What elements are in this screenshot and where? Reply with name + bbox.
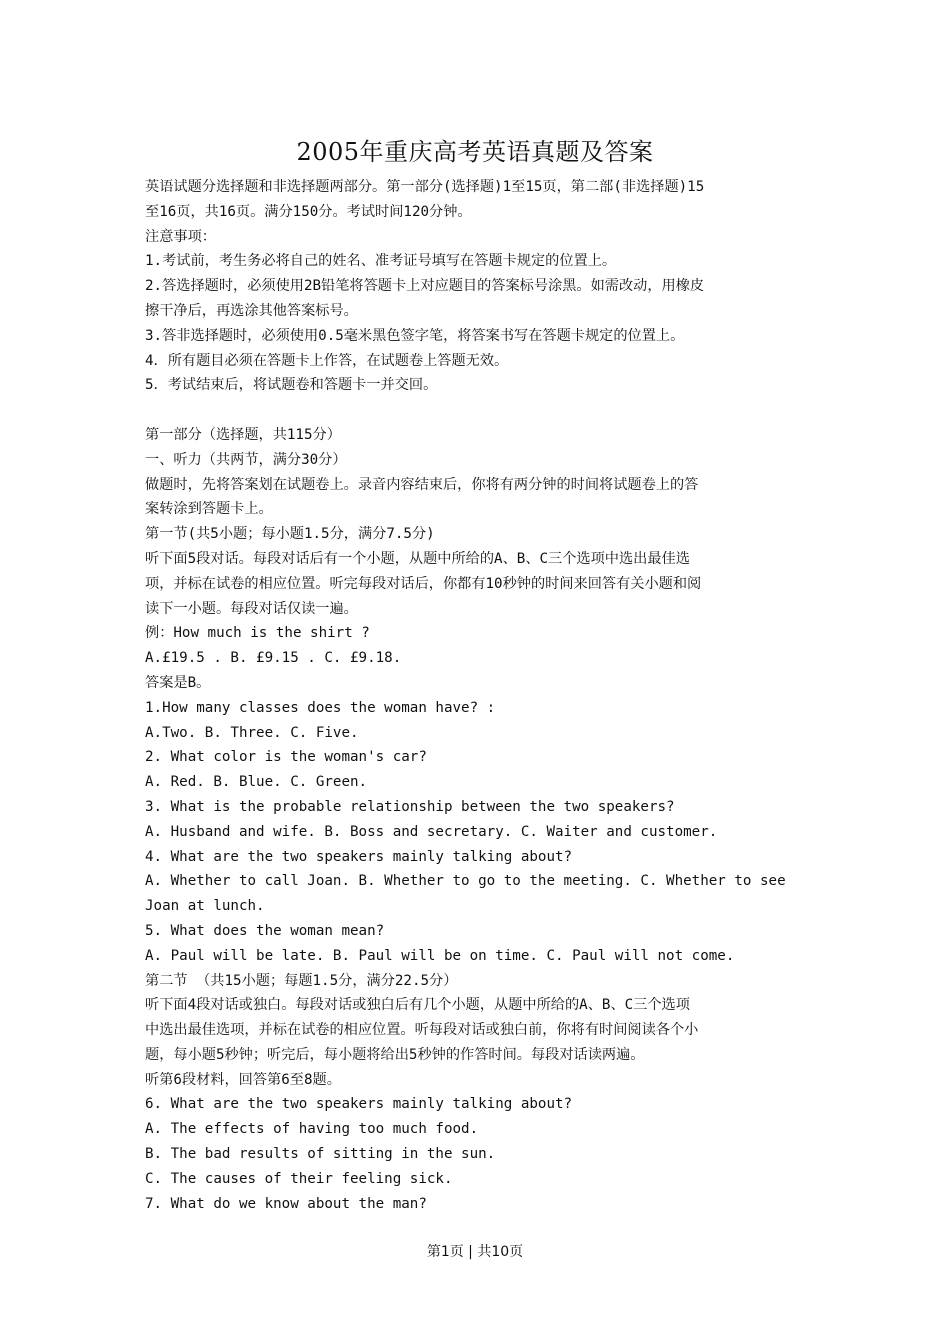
text-line: A. The effects of having too much food. bbox=[145, 1121, 479, 1138]
text-line: 项，并标在试卷的相应位置。听完每段对话后，你都有10秒钟的时间来回答有关小题和阅 bbox=[145, 575, 702, 592]
blank-line bbox=[145, 398, 813, 423]
text-line: 注意事项： bbox=[145, 228, 216, 245]
text-line: 听下面4段对话或独白。每段对话或独白后有几个小题，从题中所给的A、B、C三个选项 bbox=[145, 997, 690, 1014]
text-line: Joan at lunch. bbox=[145, 898, 265, 915]
text-line: 1.How many classes does the woman have? : bbox=[145, 699, 496, 716]
text-line: 擦干净后，再选涂其他答案标号。 bbox=[145, 302, 358, 319]
text-line: 英语试题分选择题和非选择题两部分。第一部分(选择题)1至15页，第二部(非选择题)15 bbox=[145, 179, 705, 195]
text-line: 第一部分（选择题，共115分） bbox=[145, 426, 341, 443]
text-line: A.Two. B. Three. C. Five. bbox=[145, 724, 359, 741]
text-line: 4. What are the two speakers mainly talking about? bbox=[145, 848, 573, 865]
page-footer: 第1页 | 共10页 bbox=[426, 1244, 524, 1260]
document-body bbox=[145, 175, 813, 1216]
text-line: 答案是B。 bbox=[145, 674, 211, 691]
text-line: 3.答非选择题时，必须使用0.5毫米黑色签字笔，将答案书写在答题卡规定的位置上。 bbox=[145, 327, 685, 344]
page-title: 2005年重庆高考英语真题及答案 bbox=[296, 138, 654, 166]
text-line: 2.答选择题时，必须使用2B铅笔将答题卡上对应题目的答案标号涂黑。如需改动，用橡皮 bbox=[145, 278, 705, 295]
text-line: 5. What does the woman mean? bbox=[145, 922, 385, 939]
text-line: 1.考试前，考生务必将自己的姓名、准考证号填写在答题卡规定的位置上。 bbox=[145, 253, 617, 270]
text-line: 5．考试结束后，将试题卷和答题卡一并交回。 bbox=[145, 377, 438, 394]
text-line: 一、听力（共两节，满分30分） bbox=[145, 451, 347, 468]
text-line: 案转涂到答题卡上。 bbox=[145, 501, 273, 518]
text-line: 3. What is the probable relationship between the two speakers? bbox=[145, 798, 675, 815]
text-line: 6. What are the two speakers mainly talking about? bbox=[145, 1096, 573, 1113]
text-line: 至16页，共16页。满分150分。考试时间120分钟。 bbox=[145, 203, 472, 220]
text-line: A.£19.5 . B. £9.15 . C. £9.18. bbox=[145, 650, 402, 667]
text-line: A. Red. B. Blue. C. Green. bbox=[145, 774, 368, 791]
text-line: 2. What color is the woman's car? bbox=[145, 749, 427, 766]
text-line: 做题时，先将答案划在试题卷上。录音内容结束后，你将有两分钟的时间将试题卷上的答 bbox=[145, 476, 699, 493]
text-line: 第二节 （共15小题；每题1.5分，满分22.5分） bbox=[145, 972, 458, 989]
text-line: 中选出最佳选项，并标在试卷的相应位置。听每段对话或独白前，你将有时间阅读各个小 bbox=[145, 1022, 699, 1039]
text-line: 7. What do we know about the man? bbox=[145, 1195, 427, 1212]
text-line: C. The causes of their feeling sick. bbox=[145, 1170, 453, 1187]
text-line: 读下一小题。每段对话仅读一遍。 bbox=[145, 600, 358, 617]
text-line: B. The bad results of sitting in the sun. bbox=[145, 1146, 496, 1163]
text-line: 第一节(共5小题；每小题1.5分，满分7.5分) bbox=[145, 526, 435, 543]
text-line: 例：How much is the shirt ? bbox=[145, 625, 370, 642]
text-line: A. Whether to call Joan. B. Whether to go to the meeting. C. Whether to see bbox=[145, 873, 786, 890]
text-line: 听第6段材料，回答第6至8题。 bbox=[145, 1071, 341, 1088]
text-line: 听下面5段对话。每段对话后有一个小题，从题中所给的A、B、C三个选项中选出最佳选 bbox=[145, 550, 690, 567]
text-line: 题，每小题5秒钟；听完后，每小题将给出5秒钟的作答时间。每段对话读两遍。 bbox=[145, 1046, 645, 1063]
text-line: A. Paul will be late. B. Paul will be on time. C. Paul will not come. bbox=[145, 947, 735, 964]
text-line: A. Husband and wife. B. Boss and secretary. C. Waiter and customer. bbox=[145, 823, 718, 840]
text-line: 4．所有题目必须在答题卡上作答，在试题卷上答题无效。 bbox=[145, 352, 509, 369]
